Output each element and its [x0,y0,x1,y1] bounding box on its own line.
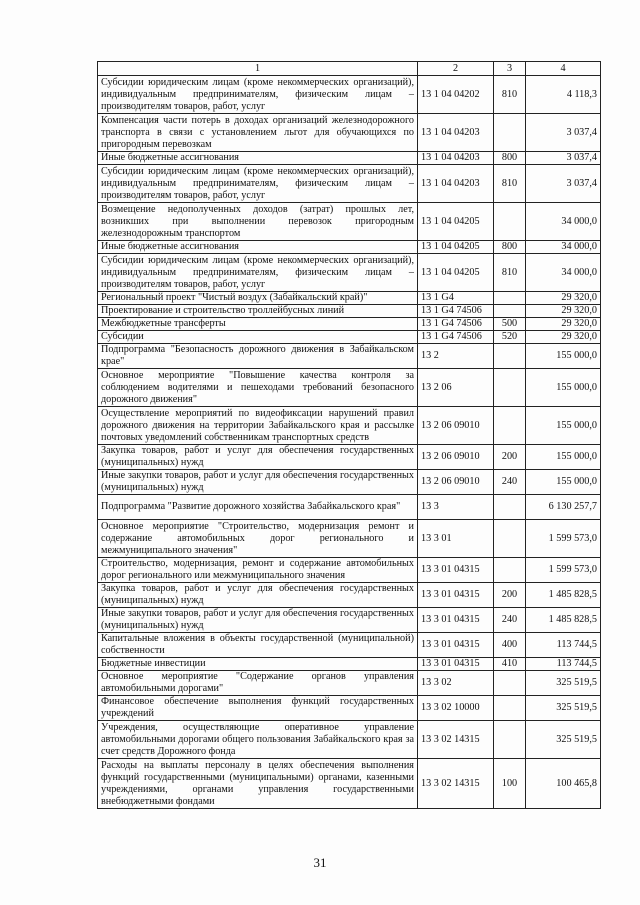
row-name-cell: Иные бюджетные ассигнования [98,241,418,254]
row-expense-type-cell: 520 [494,331,526,344]
row-amount-cell: 34 000,0 [526,203,601,241]
row-code-cell: 13 1 04 04203 [418,152,494,165]
table-row [98,344,601,369]
row-code-cell: 13 3 01 [418,520,494,558]
row-expense-type-cell: 400 [494,633,526,658]
row-expense-type-cell [494,520,526,558]
row-amount-cell: 34 000,0 [526,241,601,254]
row-name-cell: Основное мероприятие "Строительство, модернизация ремонт и содержание автомобильных дорог регионального и межмуниципального значения" [98,520,418,558]
row-amount-cell: 29 320,0 [526,331,601,344]
table-row [98,76,601,114]
row-code-cell: 13 2 06 [418,369,494,407]
row-name-cell: Иные закупки товаров, работ и услуг для обеспечения государственных (муниципальных) нужд [98,470,418,495]
row-expense-type-cell [494,721,526,759]
row-name-cell: Закупка товаров, работ и услуг для обеспечения государственных (муниципальных) нужд [98,583,418,608]
row-code-cell: 13 3 01 04315 [418,608,494,633]
row-code-cell: 13 3 01 04315 [418,658,494,671]
table-body [98,76,601,809]
row-name-cell: Иные закупки товаров, работ и услуг для обеспечения государственных (муниципальных) нужд [98,608,418,633]
row-expense-type-cell [494,344,526,369]
table-row [98,721,601,759]
row-code-cell: 13 3 02 10000 [418,696,494,721]
row-amount-cell: 3 037,4 [526,152,601,165]
row-code-cell: 13 3 01 04315 [418,583,494,608]
row-expense-type-cell [494,292,526,305]
row-code-cell: 13 2 06 09010 [418,445,494,470]
table-row [98,633,601,658]
table-row [98,241,601,254]
row-code-cell: 13 1 G4 74506 [418,318,494,331]
row-name-cell: Иные бюджетные ассигнования [98,152,418,165]
row-code-cell: 13 1 04 04205 [418,254,494,292]
row-code-cell: 13 1 04 04202 [418,76,494,114]
table-row [98,114,601,152]
row-amount-cell: 155 000,0 [526,407,601,445]
row-name-cell: Региональный проект "Чистый воздух (Забайкальский край)" [98,292,418,305]
row-expense-type-cell [494,671,526,696]
row-code-cell: 13 1 04 04203 [418,114,494,152]
row-code-cell: 13 1 G4 74506 [418,305,494,318]
row-expense-type-cell [494,696,526,721]
row-amount-cell: 155 000,0 [526,344,601,369]
row-code-cell: 13 3 02 14315 [418,759,494,809]
table-row [98,696,601,721]
row-code-cell: 13 2 06 09010 [418,470,494,495]
table-row [98,369,601,407]
row-name-cell: Субсидии [98,331,418,344]
row-expense-type-cell: 810 [494,165,526,203]
row-code-cell: 13 2 [418,344,494,369]
row-amount-cell: 100 465,8 [526,759,601,809]
row-amount-cell: 155 000,0 [526,470,601,495]
table-row [98,203,601,241]
row-code-cell: 13 3 01 04315 [418,633,494,658]
row-expense-type-cell [494,305,526,318]
budget-table [97,61,601,809]
row-code-cell: 13 3 01 04315 [418,558,494,583]
row-expense-type-cell: 500 [494,318,526,331]
row-name-cell: Возмещение недополученных доходов (затрат) прошлых лет, возникших при выполнении перевозок пригородным железнодорожным транспортом [98,203,418,241]
row-code-cell: 13 3 02 [418,671,494,696]
header-col-3: 3 [494,62,526,76]
table-row [98,165,601,203]
row-amount-cell: 1 485 828,5 [526,583,601,608]
row-name-cell: Компенсация части потерь в доходах организаций железнодорожного транспорта в связи с установлением льгот для обучающихся по пригородным перевозкам [98,114,418,152]
row-expense-type-cell: 100 [494,759,526,809]
page-number: 31 [313,855,327,870]
row-code-cell: 13 1 G4 [418,292,494,305]
row-name-cell: Осуществление мероприятий по видеофиксации нарушений правил дорожного движения на территории Забайкальского края и рассылке почтовых уведомлений собственникам транспортных средств [98,407,418,445]
header-col-1: 1 [98,62,418,76]
row-amount-cell: 1 599 573,0 [526,520,601,558]
row-amount-cell: 6 130 257,7 [526,495,601,520]
row-amount-cell: 325 519,5 [526,696,601,721]
row-amount-cell: 155 000,0 [526,445,601,470]
row-amount-cell: 325 519,5 [526,721,601,759]
row-expense-type-cell [494,407,526,445]
table-row [98,470,601,495]
table-row [98,305,601,318]
table-row [98,331,601,344]
row-amount-cell: 113 744,5 [526,633,601,658]
table-row [98,671,601,696]
row-expense-type-cell: 240 [494,470,526,495]
row-amount-cell: 29 320,0 [526,292,601,305]
row-name-cell: Основное мероприятие "Повышение качества контроля за соблюдением водителями и пешеходами требований безопасного дорожного движения" [98,369,418,407]
row-expense-type-cell [494,203,526,241]
row-name-cell: Субсидии юридическим лицам (кроме некоммерческих организаций), индивидуальным предпринимателям, физическим лицам – производителям товаров, работ, услуг [98,165,418,203]
table-row [98,520,601,558]
row-code-cell: 13 3 02 14315 [418,721,494,759]
row-expense-type-cell: 200 [494,583,526,608]
table-row [98,445,601,470]
row-name-cell: Субсидии юридическим лицам (кроме некоммерческих организаций), индивидуальным предпринимателям, физическим лицам – производителям товаров, работ, услуг [98,254,418,292]
table-row [98,318,601,331]
row-expense-type-cell: 810 [494,76,526,114]
table-row [98,254,601,292]
table-row [98,583,601,608]
row-expense-type-cell [494,558,526,583]
row-name-cell: Закупка товаров, работ и услуг для обеспечения государственных (муниципальных) нужд [98,445,418,470]
row-name-cell: Строительство, модернизация, ремонт и содержание автомобильных дорог регионального или межмуниципального значения [98,558,418,583]
row-expense-type-cell: 410 [494,658,526,671]
table-row [98,759,601,809]
row-name-cell: Капитальные вложения в объекты государственной (муниципальной) собственности [98,633,418,658]
row-amount-cell: 155 000,0 [526,369,601,407]
row-expense-type-cell: 240 [494,608,526,633]
row-name-cell: Межбюджетные трансферты [98,318,418,331]
row-expense-type-cell: 800 [494,241,526,254]
row-code-cell: 13 3 [418,495,494,520]
row-amount-cell: 325 519,5 [526,671,601,696]
header-col-2: 2 [418,62,494,76]
table-row [98,292,601,305]
row-amount-cell: 1 485 828,5 [526,608,601,633]
row-name-cell: Бюджетные инвестиции [98,658,418,671]
row-name-cell: Финансовое обеспечение выполнения функций государственных учреждений [98,696,418,721]
header-col-4: 4 [526,62,601,76]
row-amount-cell: 4 118,3 [526,76,601,114]
row-code-cell: 13 1 G4 74506 [418,331,494,344]
row-amount-cell: 29 320,0 [526,318,601,331]
row-expense-type-cell [494,369,526,407]
row-code-cell: 13 2 06 09010 [418,407,494,445]
row-name-cell: Учреждения, осуществляющие оперативное управление автомобильными дорогами общего пользования Забайкальского края за счет средств Дорожного фонда [98,721,418,759]
row-code-cell: 13 1 04 04203 [418,165,494,203]
row-name-cell: Подпрограмма "Безопасность дорожного движения в Забайкальском крае" [98,344,418,369]
table-row [98,495,601,520]
row-amount-cell: 3 037,4 [526,114,601,152]
row-expense-type-cell: 200 [494,445,526,470]
table-row [98,558,601,583]
row-expense-type-cell [494,495,526,520]
row-name-cell: Субсидии юридическим лицам (кроме некоммерческих организаций), индивидуальным предпринимателям, физическим лицам – производителям товаров, работ, услуг [98,76,418,114]
table-row [98,407,601,445]
row-amount-cell: 29 320,0 [526,305,601,318]
row-name-cell: Подпрограмма "Развитие дорожного хозяйства Забайкальского края" [98,495,418,520]
row-name-cell: Основное мероприятие "Содержание органов управления автомобильными дорогами" [98,671,418,696]
row-name-cell: Проектирование и строительство троллейбусных линий [98,305,418,318]
row-expense-type-cell [494,114,526,152]
row-amount-cell: 34 000,0 [526,254,601,292]
row-code-cell: 13 1 04 04205 [418,203,494,241]
row-expense-type-cell: 810 [494,254,526,292]
row-amount-cell: 113 744,5 [526,658,601,671]
row-amount-cell: 1 599 573,0 [526,558,601,583]
table-row [98,608,601,633]
row-amount-cell: 3 037,4 [526,165,601,203]
table-header-row [98,62,601,76]
table-row [98,658,601,671]
table-row [98,152,601,165]
row-code-cell: 13 1 04 04205 [418,241,494,254]
row-expense-type-cell: 800 [494,152,526,165]
row-name-cell: Расходы на выплаты персоналу в целях обеспечения выполнения функций государственными (муниципальными) органами, казенными учреждениями, органами управления государственными внебюджетными фондами [98,759,418,809]
